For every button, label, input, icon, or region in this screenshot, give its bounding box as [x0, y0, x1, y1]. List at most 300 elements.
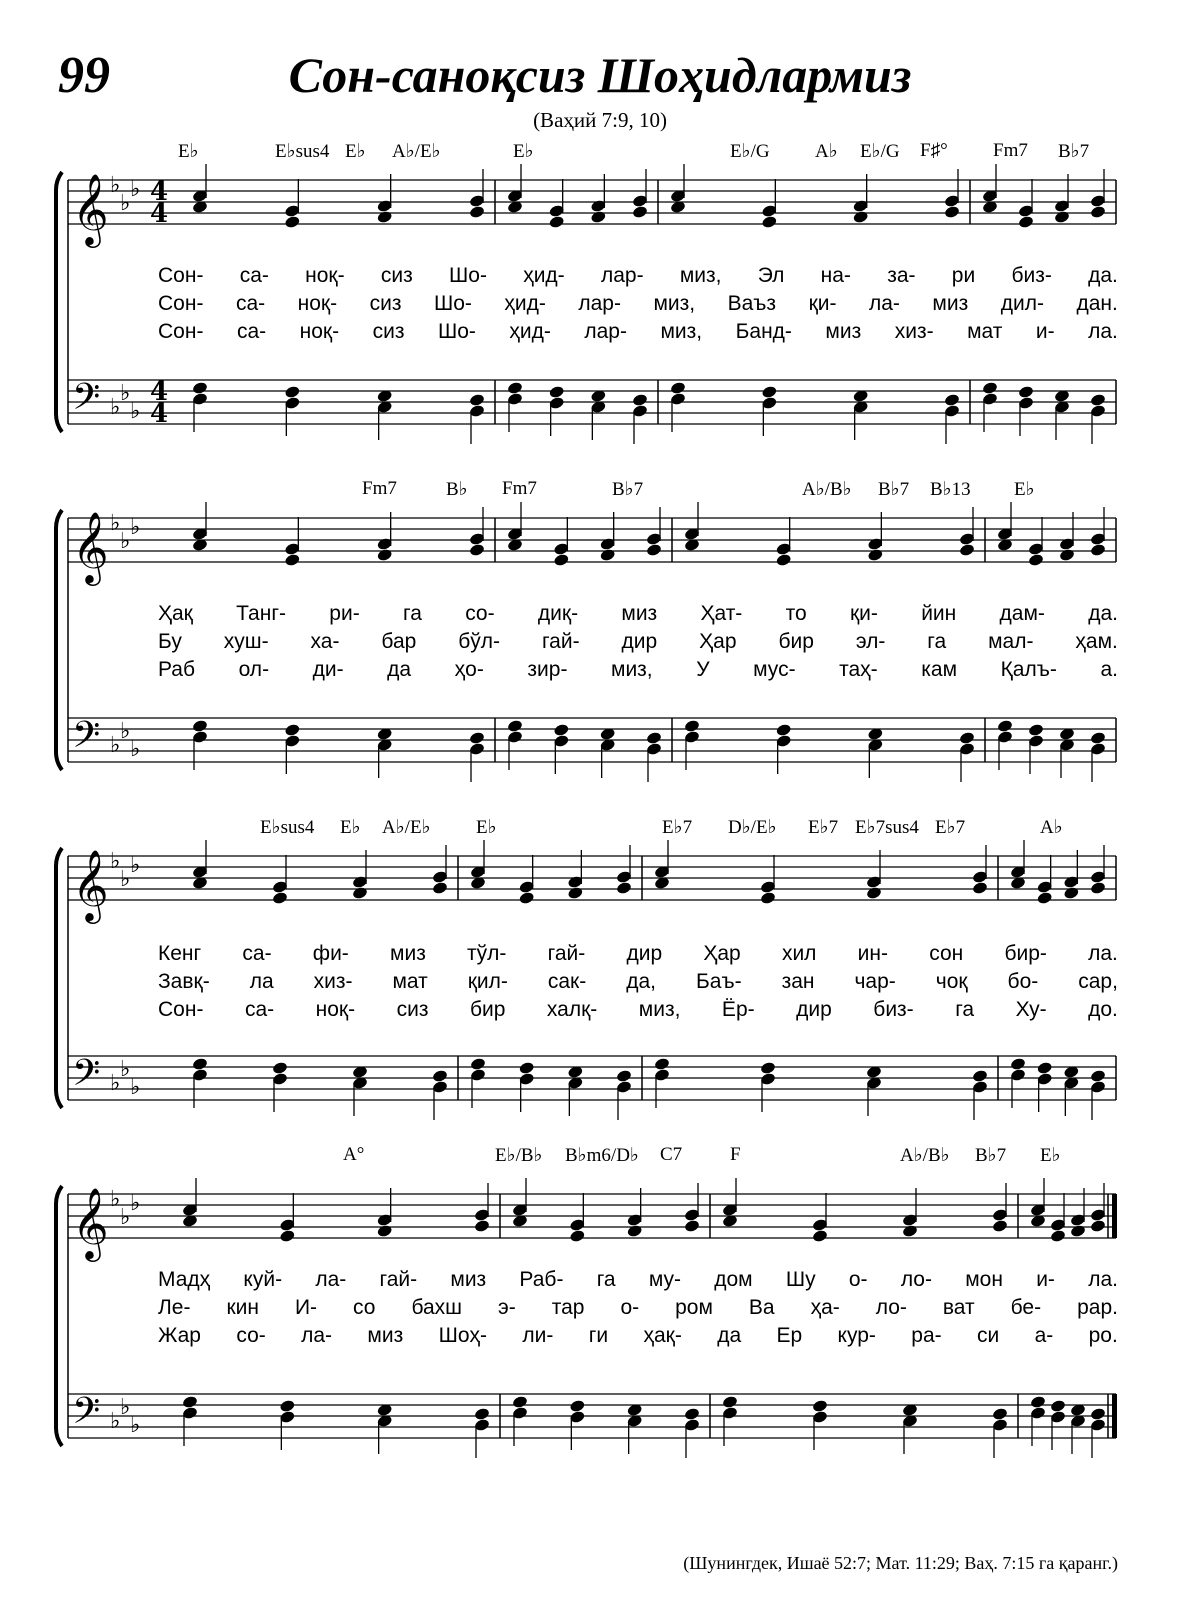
lyric-syllable: то [785, 602, 807, 625]
note-head [376, 1224, 393, 1238]
lyric-syllable: миз, [611, 658, 653, 681]
note-head [279, 1399, 296, 1413]
chord-symbol: B♭m6/D♭ [565, 1145, 639, 1166]
lyric-syllable: лар- [584, 320, 627, 343]
flat-sign-icon: ♭ [130, 737, 141, 762]
treble-clef-icon: 𝄞 [72, 1186, 109, 1259]
note-head [1050, 1229, 1067, 1243]
lyric-syllable: кур- [837, 1324, 876, 1347]
lyric-syllable: дил- [1000, 292, 1044, 315]
chord-symbol: B♭7 [878, 479, 910, 500]
lyric-syllable: дир [626, 942, 663, 965]
lyric-syllable: сиз [372, 320, 405, 343]
lyric-syllable: ла- [315, 1268, 347, 1291]
chord-symbol: F♯° [920, 140, 948, 161]
note-head [616, 881, 633, 895]
note-head [684, 1219, 701, 1233]
lyric-syllable: Сон- [158, 292, 204, 315]
note-head [852, 210, 869, 224]
chord-symbol: E♭ [340, 817, 361, 838]
note-head [518, 1061, 535, 1075]
note-head [553, 553, 570, 567]
system-bracket [56, 1186, 62, 1446]
note-head [646, 731, 663, 745]
lyric-syllable: зир- [527, 658, 568, 681]
lyric-syllable: до. [1088, 998, 1118, 1021]
flat-sign-icon: ♭ [110, 173, 121, 198]
lyric-verse-3 [158, 658, 1118, 682]
note-head [512, 1395, 529, 1409]
lyric-syllable: а. [1100, 658, 1118, 681]
lyric-syllable: да. [1088, 264, 1118, 287]
lyric-syllable: Ваъз [727, 292, 777, 315]
chord-symbol: A♭/E♭ [382, 817, 431, 838]
lyric-syllable: Ҳар [699, 630, 737, 653]
lyric-syllable: са- [242, 942, 272, 965]
treble-clef-icon: 𝄞 [72, 172, 109, 245]
chord-symbol: C7 [660, 1144, 683, 1165]
chord-symbol: A♭ [1040, 817, 1063, 838]
lyric-syllable: тар [551, 1296, 585, 1319]
note-head [972, 881, 989, 895]
music-system-4 [0, 1144, 1200, 1464]
lyric-syllable: Раб- [519, 1268, 564, 1291]
lyric-syllable: Ёр- [721, 998, 755, 1021]
lyric-syllable: ха- [310, 630, 340, 653]
lyric-syllable: си [976, 1324, 1000, 1347]
lyric-syllable: дир [621, 630, 658, 653]
note-head [469, 543, 486, 557]
lyric-syllable: Шу [785, 1268, 816, 1291]
lyric-syllable: сиз [369, 292, 402, 315]
note-head [670, 381, 687, 395]
lyric-syllable: Завқ- [158, 970, 210, 993]
lyric-verse-3 [158, 998, 1118, 1022]
lyric-syllable: кам [921, 658, 958, 681]
flat-sign-icon: ♭ [130, 399, 141, 424]
staff-graphics-2 [0, 468, 1200, 788]
note-head [761, 215, 778, 229]
lyric-syllable: Ва [748, 1296, 775, 1319]
lyric-syllable: да [387, 658, 412, 681]
system-bracket [56, 510, 62, 770]
note-head [982, 381, 999, 395]
chord-symbol: A° [343, 1144, 365, 1165]
flat-sign-icon: ♭ [110, 1071, 121, 1096]
time-signature: 4 [150, 177, 169, 207]
lyric-syllable: Қалъ- [1000, 658, 1057, 681]
lyric-syllable: миз [825, 320, 862, 343]
lyric-syllable: Шо- [433, 292, 472, 315]
time-signature: 4 [150, 399, 169, 429]
scripture-reference: (Ваҳий 7:9, 10) [533, 108, 667, 132]
lyric-syllable: диқ- [537, 602, 579, 625]
lyric-syllable: мон [965, 1268, 1003, 1291]
lyric-syllable: рар. [1077, 1296, 1118, 1319]
lyric-verse-1 [158, 602, 1118, 626]
lyric-syllable: ин- [857, 942, 888, 965]
lyric-syllable: Баъ- [696, 970, 742, 993]
note-head [944, 205, 961, 219]
note-head [474, 1219, 491, 1233]
lyric-syllable: ҳа- [810, 1296, 840, 1319]
note-head [1028, 553, 1045, 567]
flat-sign-icon: ♭ [110, 1409, 121, 1434]
hymn-title: Сон-саноқсиз Шоҳидлармиз [288, 47, 912, 103]
lyric-syllable: на- [820, 264, 851, 287]
note-head [997, 719, 1014, 733]
lyric-syllable: миз [450, 1268, 487, 1291]
lyric-syllable: Сон- [158, 320, 204, 343]
lyric-syllable: сар, [1078, 970, 1118, 993]
hymn-number: 99 [58, 47, 110, 104]
note-head [760, 1061, 777, 1075]
system-bracket [56, 848, 62, 1108]
lyric-syllable: ла- [301, 1324, 333, 1347]
lyric-syllable: Раб [158, 658, 196, 681]
note-head [1090, 1219, 1107, 1233]
note-head [866, 886, 883, 900]
note-head [626, 1224, 643, 1238]
note-head [192, 1057, 209, 1071]
note-head [867, 548, 884, 562]
lyric-syllable: Сон- [158, 264, 204, 287]
lyric-syllable: миз [367, 1324, 404, 1347]
lyric-syllable: дом [714, 1268, 753, 1291]
chord-symbol: E♭sus4 [275, 141, 330, 162]
note-head [376, 548, 393, 562]
note-head [812, 1229, 829, 1243]
note-head [1030, 1395, 1047, 1409]
note-head [192, 381, 209, 395]
lyric-syllable: ло- [900, 1268, 932, 1291]
lyric-syllable: да. [1088, 602, 1118, 625]
chord-symbol: Fm7 [362, 478, 397, 499]
lyric-verse-3 [158, 1324, 1118, 1348]
chord-symbol: E♭/G [860, 141, 900, 162]
lyric-syllable: лар- [600, 264, 644, 287]
lyric-syllable: қи- [849, 602, 878, 625]
lyric-syllable: са- [236, 320, 267, 343]
lyric-syllable: ги [588, 1324, 609, 1347]
chord-symbol: E♭7 [935, 817, 966, 838]
lyric-syllable: Шоҳ- [438, 1324, 487, 1347]
lyric-syllable: куй- [243, 1268, 283, 1291]
lyric-syllable: да [717, 1324, 742, 1347]
lyric-syllable: э- [498, 1296, 516, 1319]
lyric-syllable: таҳ- [839, 658, 878, 681]
note-head [548, 215, 565, 229]
note-head [469, 731, 486, 745]
lyric-syllable: миз, [660, 320, 703, 343]
note-head [1010, 1057, 1027, 1071]
flat-sign-icon: ♭ [120, 1395, 131, 1420]
note-head [272, 891, 289, 905]
note-head [569, 1229, 586, 1243]
lyric-syllable: му- [648, 1268, 681, 1291]
lyric-verse-2 [158, 970, 1118, 994]
note-head [1090, 1069, 1107, 1083]
lyric-syllable: Ҳақ [158, 602, 193, 625]
note-head [632, 393, 649, 407]
note-head [432, 881, 449, 895]
flat-sign-icon: ♭ [110, 733, 121, 758]
lyric-syllable: ноқ- [315, 998, 356, 1021]
note-head [992, 1219, 1009, 1233]
lyric-syllable: миз, [679, 264, 722, 287]
note-head [959, 543, 976, 557]
note-head [567, 886, 584, 900]
chord-symbol: E♭ [1014, 479, 1035, 500]
note-head [182, 1395, 199, 1409]
flat-sign-icon: ♭ [120, 381, 131, 406]
chord-symbol: B♭7 [1058, 141, 1090, 162]
note-head [1018, 385, 1035, 399]
lyric-syllable: о- [620, 1296, 640, 1319]
lyric-syllable: га [955, 998, 975, 1021]
treble-clef-icon: 𝄞 [72, 848, 109, 921]
lyric-syllable: сак- [547, 970, 587, 993]
lyric-syllable: бе- [1010, 1296, 1042, 1319]
lyric-syllable: миз, [638, 998, 681, 1021]
note-head [1059, 548, 1076, 562]
lyric-syllable: ноқ- [299, 320, 340, 343]
flat-sign-icon: ♭ [130, 853, 141, 878]
note-head [599, 548, 616, 562]
lyric-syllable: ром [675, 1296, 713, 1319]
note-head [775, 723, 792, 737]
lyric-syllable: ол- [238, 658, 270, 681]
flat-sign-icon: ♭ [130, 1075, 141, 1100]
lyric-syllable: фи- [312, 942, 349, 965]
lyric-syllable: гай- [547, 942, 586, 965]
lyric-syllable: ра- [911, 1324, 942, 1347]
flat-sign-icon: ♭ [110, 1187, 121, 1212]
lyric-verse-3 [158, 320, 1118, 344]
lyric-syllable: сиз [380, 264, 413, 287]
lyric-syllable: бўл- [458, 630, 501, 653]
lyric-syllable: са- [235, 292, 266, 315]
note-head [972, 1069, 989, 1083]
lyric-syllable: Ху- [1015, 998, 1047, 1021]
note-head [590, 210, 607, 224]
note-head [470, 1057, 487, 1071]
lyric-syllable: и- [1035, 320, 1055, 343]
note-head [775, 553, 792, 567]
note-head [1090, 881, 1107, 895]
chord-symbol: A♭/E♭ [392, 141, 441, 162]
lyric-verse-1 [158, 264, 1118, 288]
lyric-syllable: Шо- [449, 264, 487, 287]
lyric-syllable: бар [381, 630, 417, 653]
lyric-syllable: Эл [757, 264, 785, 287]
note-head [1090, 205, 1107, 219]
chord-symbol: E♭7 [662, 817, 693, 838]
flat-sign-icon: ♭ [130, 1413, 141, 1438]
flat-sign-icon: ♭ [110, 395, 121, 420]
note-head [1036, 891, 1053, 905]
flat-sign-icon: ♭ [120, 191, 131, 216]
lyric-syllable: биз- [873, 998, 914, 1021]
lyric-syllable: чоқ [935, 970, 968, 993]
lyric-syllable: ҳам. [1075, 630, 1118, 653]
flat-sign-icon: ♭ [130, 515, 141, 540]
note-head [272, 1061, 289, 1075]
lyric-syllable: ри- [329, 602, 360, 625]
flat-sign-icon: ♭ [110, 511, 121, 536]
flat-sign-icon: ♭ [110, 849, 121, 874]
chord-symbol: A♭/B♭ [900, 1145, 950, 1166]
lyric-syllable: хуш- [223, 630, 269, 653]
lyric-syllable: са- [244, 998, 275, 1021]
chord-symbol: B♭ [446, 479, 468, 500]
flat-sign-icon: ♭ [120, 1205, 131, 1230]
lyric-syllable: хил [781, 942, 817, 965]
lyric-syllable: га [927, 630, 947, 653]
lyric-syllable: ро. [1088, 1324, 1118, 1347]
lyric-syllable: хиз- [313, 970, 353, 993]
lyric-syllable: кин [226, 1296, 259, 1319]
lyric-syllable: Ҳар [703, 942, 741, 965]
chord-symbol: E♭7sus4 [855, 817, 919, 838]
note-head [192, 719, 209, 733]
note-head [616, 1069, 633, 1083]
lyric-verse-2 [158, 292, 1118, 316]
lyric-syllable: бир- [1004, 942, 1047, 965]
lyric-verse-1 [158, 942, 1118, 966]
system-bracket [56, 172, 62, 432]
note-head [1070, 1224, 1087, 1238]
lyric-syllable: сиз [396, 998, 429, 1021]
lyric-syllable: мал- [988, 630, 1034, 653]
lyric-syllable: И- [294, 1296, 318, 1319]
lyric-syllable: Ҳат- [700, 602, 743, 625]
lyric-verse-1 [158, 1268, 1118, 1292]
final-barline [1112, 1394, 1117, 1438]
note-head [761, 385, 778, 399]
lyric-syllable: ҳақ- [643, 1324, 682, 1347]
note-head [284, 723, 301, 737]
lyric-syllable: ла. [1088, 320, 1118, 343]
lyric-syllable: ла. [1088, 942, 1118, 965]
chord-symbol: E♭7 [808, 817, 839, 838]
lyric-verse-2 [158, 630, 1118, 654]
lyric-syllable: а- [1034, 1324, 1054, 1347]
flat-sign-icon: ♭ [120, 1057, 131, 1082]
staff-graphics-3 [0, 806, 1200, 1126]
lyric-syllable: ват [942, 1296, 975, 1319]
lyric-syllable: ноқ- [305, 264, 345, 287]
treble-clef-icon: 𝄞 [72, 510, 109, 583]
bass-clef-icon: 𝄢 [72, 1052, 101, 1103]
music-system-2 [0, 468, 1200, 788]
lyric-syllable: гай- [541, 630, 580, 653]
lyric-syllable: Банд- [735, 320, 792, 343]
lyric-syllable: ҳид- [509, 320, 551, 343]
lyric-syllable: қи- [808, 292, 837, 315]
lyric-syllable: ҳид- [523, 264, 565, 287]
note-head [992, 1407, 1009, 1421]
note-head [1063, 886, 1080, 900]
lyric-syllable: ри [951, 264, 976, 287]
lyric-syllable: и- [1036, 1268, 1055, 1291]
note-head [1090, 731, 1107, 745]
bass-clef-icon: 𝄢 [72, 714, 101, 765]
lyric-syllable: Шо- [437, 320, 476, 343]
chord-symbol: Fm7 [993, 140, 1028, 161]
lyric-syllable: ҳид- [504, 292, 546, 315]
note-head [1028, 723, 1045, 737]
staff-graphics-1 [0, 130, 1200, 450]
lyric-syllable: Бу [158, 630, 182, 653]
note-head [553, 723, 570, 737]
note-head [684, 719, 701, 733]
lyric-syllable: ли- [522, 1324, 554, 1347]
lyric-syllable: дам- [999, 602, 1045, 625]
lyric-syllable: миз [621, 602, 658, 625]
lyric-syllable: тўл- [467, 942, 507, 965]
lyric-syllable: миз [932, 292, 969, 315]
note-head [1054, 210, 1071, 224]
bass-clef-icon: 𝄢 [72, 376, 101, 427]
time-signature: 4 [150, 377, 169, 407]
lyric-syllable: бо- [1007, 970, 1039, 993]
chord-symbol: E♭/B♭ [495, 1145, 543, 1166]
flat-sign-icon: ♭ [120, 529, 131, 554]
note-head [1090, 1407, 1107, 1421]
lyric-syllable: халқ- [546, 998, 598, 1021]
lyric-syllable: мат [392, 970, 428, 993]
lyric-syllable: зан [781, 970, 815, 993]
lyric-syllable: со [353, 1296, 376, 1319]
chord-symbol: F [730, 1144, 741, 1165]
lyric-syllable: са- [239, 264, 269, 287]
lyric-syllable: миз [390, 942, 426, 965]
chord-symbol: E♭sus4 [260, 817, 315, 838]
lyric-syllable: У [696, 658, 710, 681]
music-system-1 [0, 130, 1200, 450]
lyric-syllable: чар- [854, 970, 896, 993]
lyric-syllable: дан. [1076, 292, 1118, 315]
note-head [1036, 1061, 1053, 1075]
lyric-syllable: миз, [653, 292, 696, 315]
note-head [284, 385, 301, 399]
lyric-syllable: йин [921, 602, 957, 625]
lyric-syllable: ҳо- [454, 658, 484, 681]
lyric-syllable: га [596, 1268, 616, 1291]
lyric-syllable: Мадҳ [158, 1268, 211, 1291]
chord-symbol: B♭7 [975, 1145, 1007, 1166]
note-head [352, 886, 369, 900]
lyric-syllable: қил- [467, 970, 508, 993]
lyric-syllable: лар- [578, 292, 621, 315]
bass-clef-icon: 𝄢 [72, 1390, 101, 1441]
note-head [654, 1057, 671, 1071]
chord-symbol: E♭ [178, 141, 199, 162]
lyric-syllable: бахш [411, 1296, 463, 1319]
note-head [284, 553, 301, 567]
final-barline [1112, 1194, 1117, 1238]
note-head [507, 381, 524, 395]
lyric-syllable: Танг- [236, 602, 286, 625]
flat-sign-icon: ♭ [130, 177, 141, 202]
music-system-3 [0, 806, 1200, 1126]
note-head [722, 1395, 739, 1409]
lyric-syllable: эл- [855, 630, 886, 653]
footnote-references: (Шунингдек, Ишаё 52:7; Мат. 11:29; Ваҳ. 7:15 га қаранг.) [683, 1553, 1118, 1573]
lyric-syllable: со- [236, 1324, 266, 1347]
lyric-syllable: да, [626, 970, 657, 993]
